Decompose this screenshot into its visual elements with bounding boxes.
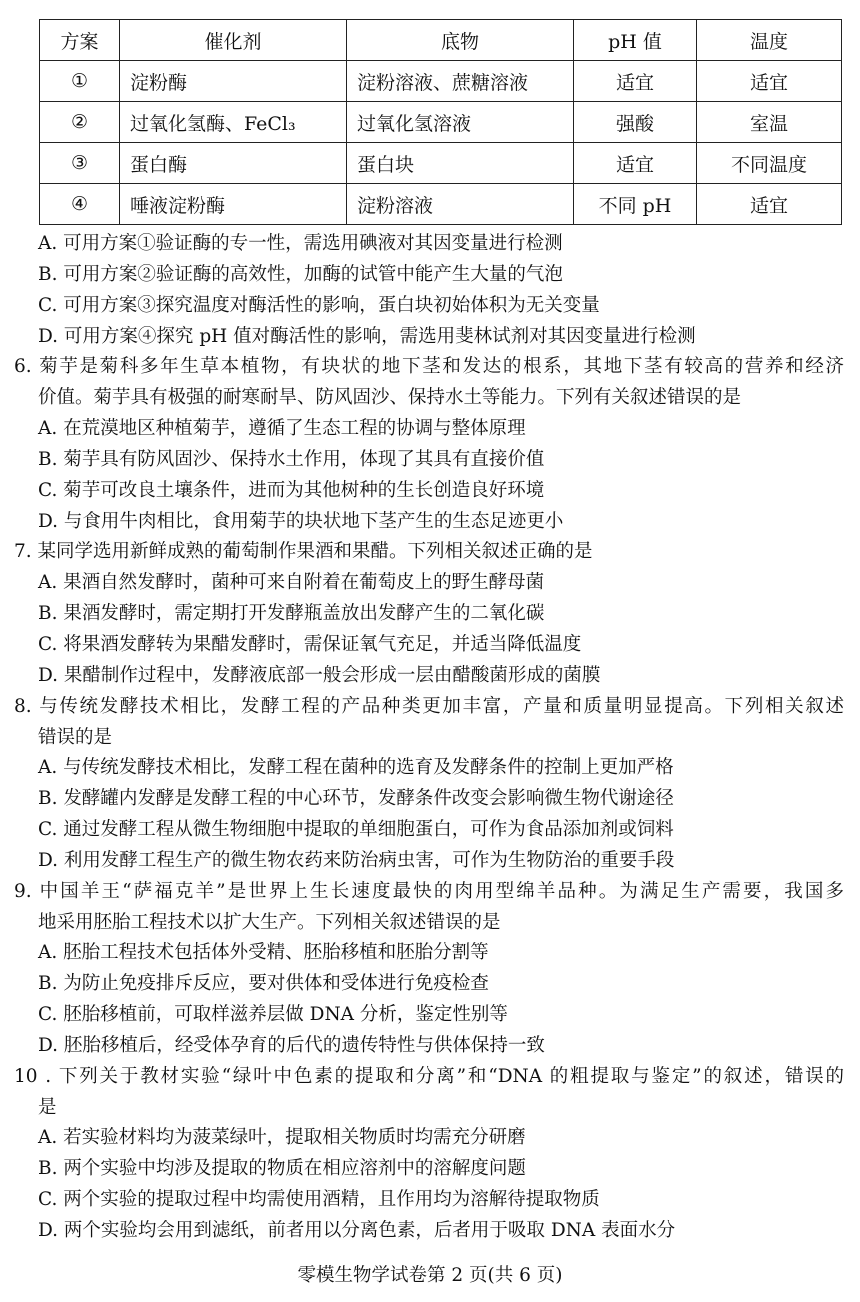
option-q9-c: C. 胚胎移植前，可取样滋养层做 DNA 分析，鉴定性别等	[38, 1004, 508, 1026]
table-cell: ②	[40, 102, 120, 143]
table-cell: 淀粉酶	[120, 61, 347, 102]
question-10-stem: 10 . 下列关于教材实验“绿叶中色素的提取和分离”和“DNA 的粗提取与鉴定”的叙述，错误的	[14, 1065, 844, 1087]
table-header: pH 值	[574, 20, 697, 61]
question-10-stem-cont: 是	[38, 1096, 57, 1118]
option-q10-c: C. 两个实验的提取过程中均需使用酒精，且作用均为溶解待提取物质	[38, 1189, 600, 1211]
table-cell: 适宜	[574, 61, 697, 102]
table-cell: ③	[40, 143, 120, 184]
option-q8-d: D. 利用发酵工程生产的微生物农药来防治病虫害，可作为生物防治的重要手段	[38, 849, 675, 871]
table-cell: 过氧化氢溶液	[347, 102, 574, 143]
option-q6-a: A. 在荒漠地区种植菊芋，遵循了生态工程的协调与整体原理	[38, 418, 526, 440]
table-header: 底物	[347, 20, 574, 61]
option-q5-d: D. 可用方案④探究 pH 值对酶活性的影响，需选用斐林试剂对其因变量进行检测	[38, 325, 696, 347]
table-cell: 蛋白块	[347, 143, 574, 184]
questions-body	[14, 229, 844, 1247]
question-8-stem: 8. 与传统发酵技术相比，发酵工程的产品种类更加丰富，产量和质量明显提高。下列相关叙述	[14, 695, 844, 717]
table-cell: 适宜	[574, 143, 697, 184]
table-cell: 室温	[697, 102, 842, 143]
option-q6-c: C. 菊芋可改良土壤条件，进而为其他树种的生长创造良好环境	[38, 479, 545, 501]
table-cell: 适宜	[697, 184, 842, 225]
table-header: 方案	[40, 20, 120, 61]
table-cell: 唾液淀粉酶	[120, 184, 347, 225]
table-cell: ①	[40, 61, 120, 102]
table-cell: 过氧化氢酶、FeCl₃	[120, 102, 347, 143]
option-q5-c: C. 可用方案③探究温度对酶活性的影响，蛋白块初始体积为无关变量	[38, 294, 600, 316]
table-cell: 强酸	[574, 102, 697, 143]
question-6-stem: 6. 菊芋是菊科多年生草本植物，有块状的地下茎和发达的根系，其地下茎有较高的营养和经济	[14, 356, 844, 378]
table-header: 催化剂	[120, 20, 347, 61]
option-q10-d: D. 两个实验均会用到滤纸，前者用以分离色素，后者用于吸取 DNA 表面水分	[38, 1220, 676, 1241]
option-q8-c: C. 通过发酵工程从微生物细胞中提取的单细胞蛋白，可作为食品添加剂或饲料	[38, 819, 674, 841]
option-q7-c: C. 将果酒发酵转为果醋发酵时，需保证氧气充足，并适当降低温度	[38, 633, 582, 655]
option-q6-d: D. 与食用牛肉相比，食用菊芋的块状地下茎产生的生态足迹更小	[38, 510, 564, 532]
table-row	[40, 143, 842, 184]
table-cell: 蛋白酶	[120, 143, 347, 184]
option-q10-b: B. 两个实验中均涉及提取的物质在相应溶剂中的溶解度问题	[38, 1158, 526, 1180]
option-q9-b: B. 为防止免疫排斥反应，要对供体和受体进行免疫检查	[38, 973, 489, 995]
option-q7-a: A. 果酒自然发酵时，菌种可来自附着在葡萄皮上的野生酵母菌	[38, 572, 545, 594]
option-q9-d: D. 胚胎移植后，经受体孕育的后代的遗传特性与供体保持一致	[38, 1034, 545, 1056]
question-9-stem: 9. 中国羊王“萨福克羊”是世界上生长速度最快的肉用型绵羊品种。为满足生产需要，我国多	[14, 880, 844, 902]
option-q9-a: A. 胚胎工程技术包括体外受精、胚胎移植和胚胎分割等	[38, 942, 489, 964]
option-q7-d: D. 果醋制作过程中，发酵液底部一般会形成一层由醋酸菌形成的菌膜	[38, 664, 601, 686]
table-cell: 淀粉溶液	[347, 184, 574, 225]
question-6-stem-cont: 价值。菊芋具有极强的耐寒耐旱、防风固沙、保持水土等能力。下列有关叙述错误的是	[38, 387, 742, 409]
question-7-stem: 7. 某同学选用新鲜成熟的葡萄制作果酒和果醋。下列相关叙述正确的是	[14, 541, 593, 563]
table-cell: 不同温度	[697, 143, 842, 184]
question-9-stem-cont: 地采用胚胎工程技术以扩大生产。下列相关叙述错误的是	[38, 911, 501, 933]
table-header-row	[40, 20, 842, 61]
option-q8-b: B. 发酵罐内发酵是发酵工程的中心环节，发酵条件改变会影响微生物代谢途径	[38, 788, 674, 810]
page-footer: 零模生物学试卷第 2 页(共 6 页)	[297, 1265, 563, 1286]
option-q10-a: A. 若实验材料均为菠菜绿叶，提取相关物质时均需充分研磨	[38, 1127, 526, 1149]
option-q6-b: B. 菊芋具有防风固沙、保持水土作用，体现了其具有直接价值	[38, 448, 545, 470]
table-header: 温度	[697, 20, 842, 61]
option-q5-a: A. 可用方案①验证酶的专一性，需选用碘液对其因变量进行检测	[38, 233, 563, 254]
option-q7-b: B. 果酒发酵时，需定期打开发酵瓶盖放出发酵产生的二氧化碳	[38, 603, 545, 625]
table-cell: 淀粉溶液、蔗糖溶液	[347, 61, 574, 102]
table-row	[40, 102, 842, 143]
table-row	[40, 184, 842, 225]
experiment-table	[39, 19, 842, 225]
option-q8-a: A. 与传统发酵技术相比，发酵工程在菌种的选育及发酵条件的控制上更加严格	[38, 757, 674, 779]
option-q5-b: B. 可用方案②验证酶的高效性，加酶的试管中能产生大量的气泡	[38, 263, 563, 285]
question-8-stem-cont: 错误的是	[38, 726, 113, 748]
table-cell: 适宜	[697, 61, 842, 102]
table-row	[40, 61, 842, 102]
table-cell: ④	[40, 184, 120, 225]
table-cell: 不同 pH	[574, 184, 697, 225]
